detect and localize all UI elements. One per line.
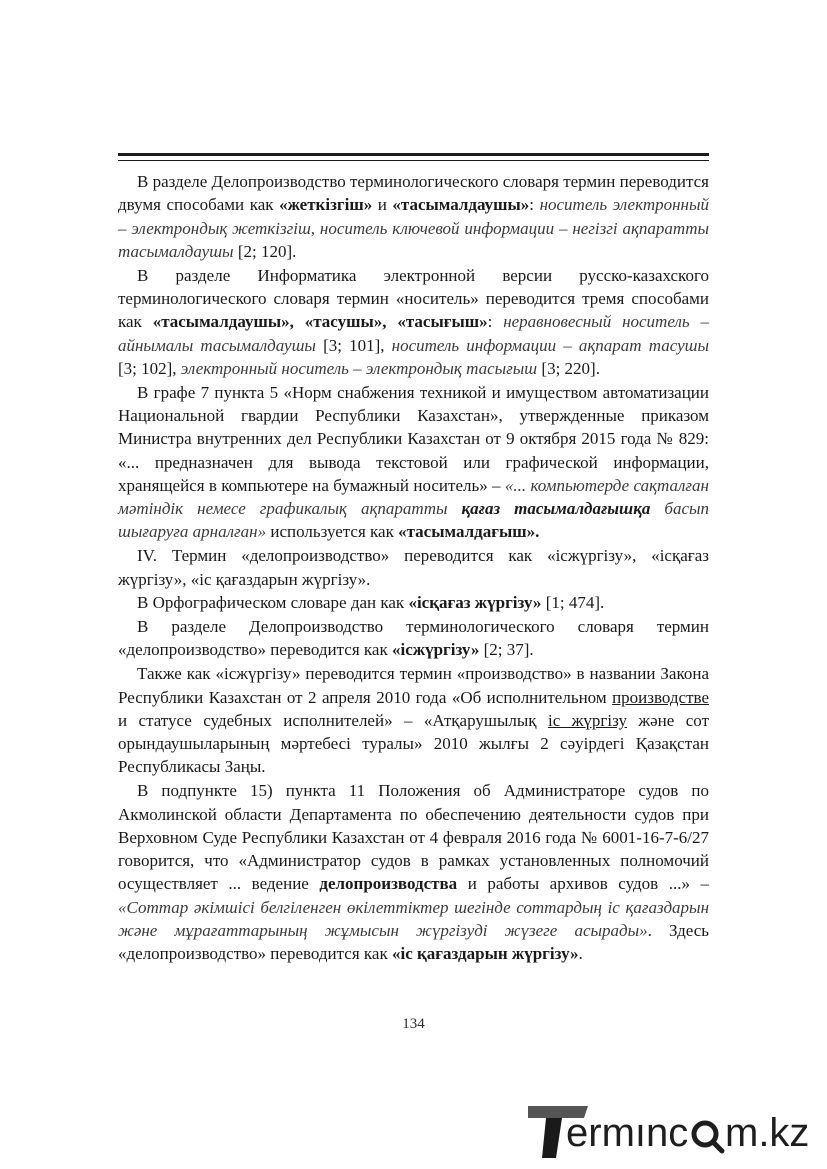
magnifier-handle-icon — [713, 1142, 722, 1151]
header-rule-thick — [118, 153, 709, 156]
paragraph-5: В Орфографическом словаре дан как «ісқағаз жүргізу» [1; 474]. — [137, 593, 605, 613]
paragraph-7: Также как «ісжүргізу» переводится термин «производство» в названии Закона Республики Казахстан от 2 апреля 2010 года «Об исполнительном производстве и статусе судебных исполнителей» – «Атқарушылық іс жүргізу және сот орындаушыларының мәртебесі туралы» 2010 жылғы 2 сәуірдегі Қазақстан Республикасы Заңы. — [118, 664, 710, 777]
logo-text-left: ermınc — [566, 1111, 689, 1155]
paragraph-2: В разделе Информатика электронной версии русско-казахского терминологического словаря термин «носитель» переводится тремя способами как «тасымалдаушы», «тасушы», «тасығыш»: неравновесный носитель – айнымалы тасымалдаушы [3; 101], носитель информации – ақпарат тасушы [3; 102], электронный носитель – электрондық тасығыш [3; 220]. — [118, 265, 710, 378]
logo-t-stem — [542, 1118, 562, 1158]
header-rule-thin — [118, 160, 709, 161]
termincom-logo[interactable] — [528, 1098, 818, 1162]
paragraph-4: IV. Термин «делопроизводство» переводится как «ісжүргізу», «ісқағаз жүргізу», «іс қағаздарын жүргізу». — [118, 546, 709, 589]
logo-text-right: m.kz — [725, 1111, 810, 1155]
paragraph-6: В разделе Делопроизводство терминологического словаря термин «делопроизводство» переводится как «ісжүргізу» [2; 37]. — [118, 617, 709, 660]
paragraph-3: В графе 7 пункта 5 «Норм снабжения техникой и имуществом автоматизации Национальной гвардии Республики Казахстан», утвержденные приказом Министра внутренних дел Республики Казахстан от 9 октября 2015 года № 829: «... предназначен для вывода текстовой или графической информации, хранящейся в компьютере на бумажный носитель» – «... компьютерде сақталған мәтіндік немесе графикалық ақпаратты қағаз тасымалдағышқа басып шығаруға арналған» используется как «тасымалдағыш». — [118, 382, 710, 542]
page-body — [118, 170, 709, 966]
paragraph-8: В подпункте 15) пункта 11 Положения об Администраторе судов по Акмолинской области Департамента по обеспечению деятельности судов при Верховном Суде Республики Казахстан от 4 февраля 2016 года № 6001-16-7-6/27 говорится, что «Администратор судов в рамках установленных полномочий осуществляет ... ведение делопроизводства и работы архивов судов ...» – «Соттар әкімшісі белгіленген өкілеттіктер шегінде соттардың іс қағаздарын және мұрағаттарының жұмысын жүргізуді жүзеге асырады». Здесь «делопроизводство» переводится как «іс қағаздарын жүргізу». — [118, 781, 709, 964]
termincom-logo-graphic — [528, 1098, 818, 1162]
paragraph-1: В разделе Делопроизводство терминологического словаря термин переводится двумя способами как «жеткізгіш» и «тасымалдаушы»: носитель электронный – электрондық жеткізгіш, носитель ключевой информации – негізгі ақпаратты тасымалдаушы [2; 120]. — [118, 172, 709, 261]
page-number: 134 — [402, 1016, 425, 1032]
